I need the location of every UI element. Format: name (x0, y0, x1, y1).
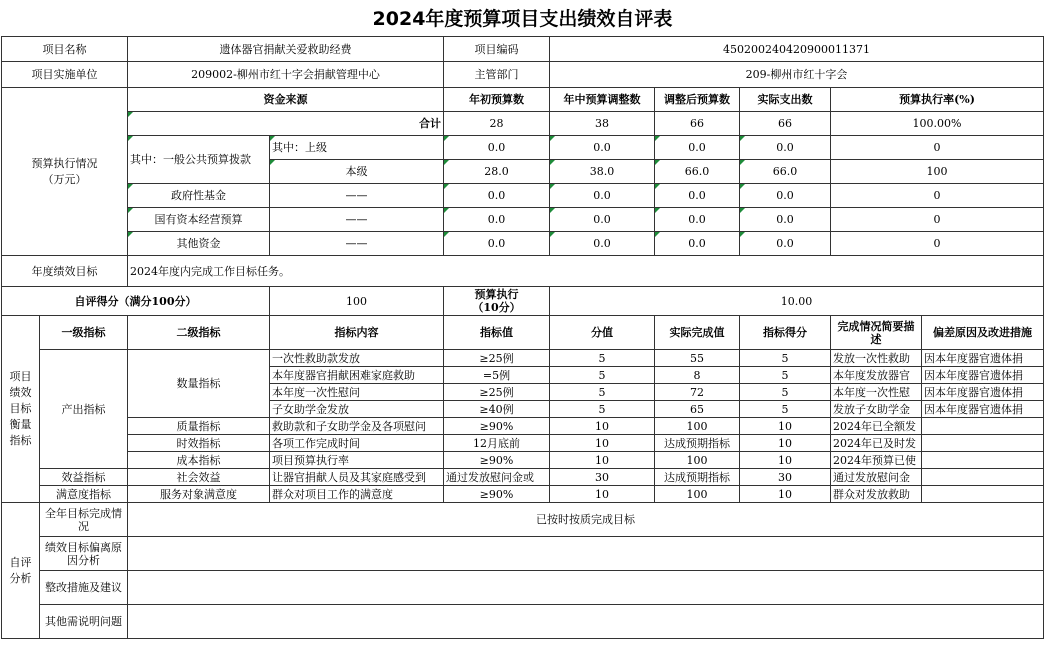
selfeval-row (2, 503, 1044, 537)
indicator-target: ≥25例 (444, 384, 550, 401)
table-row (2, 452, 1044, 469)
fund-value: 0 (831, 208, 1044, 232)
budget-header: 实际支出数 (740, 88, 831, 112)
fund-value: 0.0 (444, 184, 550, 208)
indicator-header: 一级指标 (40, 316, 128, 350)
indicator-score: 10 (740, 418, 831, 435)
local-value: 100 (831, 160, 1044, 184)
project-name-label: 项目名称 (2, 37, 128, 62)
indicator-score: 5 (740, 350, 831, 367)
indicator-desc: 群众对发放救助 (831, 486, 922, 503)
fund-dash: —— (270, 232, 444, 256)
indicator-target: ≥90% (444, 418, 550, 435)
indicator-score: 5 (740, 367, 831, 384)
fund-value: 0.0 (444, 208, 550, 232)
indicator-desc: 发放子女助学金 (831, 401, 922, 418)
table-row (2, 469, 1044, 486)
fund-label: 国有资本经营预算 (128, 208, 270, 232)
goal-text: 2024年度内完成工作目标任务。 (128, 256, 1044, 287)
indicator-actual: 72 (655, 384, 740, 401)
indicator-target: =5例 (444, 367, 550, 384)
indicator-level2: 社会效益 (128, 469, 270, 486)
indicator-weight: 10 (550, 452, 655, 469)
evaluation-table (1, 36, 1044, 639)
table-row (2, 435, 1044, 452)
indicator-actual: 8 (655, 367, 740, 384)
indicator-section-text: 项目 绩效 目标 衡量 指标 (9, 370, 32, 447)
indicator-deviation: 因本年度器官遗体捐 (922, 384, 1044, 401)
total-value: 28 (444, 112, 550, 136)
indicator-deviation: 因本年度器官遗体捐 (922, 367, 1044, 384)
budget-fund-row (2, 232, 1044, 256)
total-value: 100.00% (831, 112, 1044, 136)
indicator-desc: 发放一次性救助 (831, 350, 922, 367)
budget-header: 年初预算数 (444, 88, 550, 112)
quantity-level2: 数量指标 (128, 350, 270, 418)
indicator-weight: 5 (550, 384, 655, 401)
indicator-score: 30 (740, 469, 831, 486)
indicator-score: 10 (740, 486, 831, 503)
indicator-target: ≥90% (444, 486, 550, 503)
table-row (2, 486, 1044, 503)
indicator-weight: 10 (550, 486, 655, 503)
local-label: 本级 (270, 160, 444, 184)
indicator-target: 通过发放慰问金或 (444, 469, 550, 486)
local-value: 66.0 (740, 160, 831, 184)
local-value: 28.0 (444, 160, 550, 184)
fund-value: 0.0 (740, 232, 831, 256)
upper-label: 其中：上级 (270, 136, 444, 160)
selfeval-text (128, 537, 1044, 571)
indicator-header: 实际完成值 (655, 316, 740, 350)
score-row (2, 287, 1044, 316)
indicator-desc: 2024年预算已使 (831, 452, 922, 469)
indicator-desc: 本年度发放器官 (831, 367, 922, 384)
indicator-content: 救助款和子女助学金及各项慰问 (270, 418, 444, 435)
budget-upper-row (2, 136, 1044, 160)
indicator-header: 指标值 (444, 316, 550, 350)
dept-value: 209-柳州市红十字会 (550, 62, 1044, 88)
info-row (2, 37, 1044, 62)
indicator-header: 偏差原因及改进措施 (922, 316, 1044, 350)
budget-section-label (2, 88, 128, 256)
indicator-weight: 30 (550, 469, 655, 486)
indicator-actual: 达成预期指标 (655, 469, 740, 486)
budget-header: 年中预算调整数 (550, 88, 655, 112)
indicator-level1: 满意度指标 (40, 486, 128, 503)
selfeval-text (128, 571, 1044, 605)
upper-value: 0.0 (444, 136, 550, 160)
indicator-actual: 100 (655, 486, 740, 503)
indicator-actual: 100 (655, 418, 740, 435)
fund-value: 0.0 (740, 208, 831, 232)
table-row (2, 350, 1044, 367)
budget-fund-row (2, 208, 1044, 232)
fund-value: 0.0 (655, 208, 740, 232)
fund-dash: —— (270, 208, 444, 232)
indicator-level2: 成本指标 (128, 452, 270, 469)
indicator-content: 让器官捐献人员及其家庭感受到 (270, 469, 444, 486)
general-budget-label: 其中：一般公共预算拨款 (128, 136, 270, 184)
sheet-title: 2024年度预算项目支出绩效自评表 (372, 8, 673, 30)
fund-value: 0.0 (740, 184, 831, 208)
fund-value: 0 (831, 184, 1044, 208)
fund-value: 0.0 (550, 232, 655, 256)
selfeval-label: 全年目标完成情况 (40, 503, 128, 537)
fund-value: 0.0 (550, 184, 655, 208)
upper-value: 0.0 (550, 136, 655, 160)
indicator-content: 本年度一次性慰问 (270, 384, 444, 401)
indicator-target: ≥25例 (444, 350, 550, 367)
selfeval-label: 其他需说明问题 (40, 605, 128, 639)
goal-row (2, 256, 1044, 287)
indicator-target: 12月底前 (444, 435, 550, 452)
dept-label: 主管部门 (444, 62, 550, 88)
indicator-actual: 达成预期指标 (655, 435, 740, 452)
budget-fund-row (2, 184, 1044, 208)
fund-value: 0.0 (444, 232, 550, 256)
indicator-score: 5 (740, 384, 831, 401)
exec-score-text: 预算执行 （10分） (472, 288, 521, 314)
unit-label: 项目实施单位 (2, 62, 128, 88)
indicator-weight: 10 (550, 418, 655, 435)
indicator-actual: 55 (655, 350, 740, 367)
indicator-weight: 5 (550, 350, 655, 367)
indicator-deviation (922, 469, 1044, 486)
indicator-weight: 5 (550, 367, 655, 384)
indicator-target: ≥90% (444, 452, 550, 469)
indicator-score: 5 (740, 401, 831, 418)
indicator-deviation (922, 452, 1044, 469)
selfeval-label: 绩效目标偏离原因分析 (40, 537, 128, 571)
indicator-content: 子女助学金发放 (270, 401, 444, 418)
budget-header: 预算执行率(%) (831, 88, 1044, 112)
selfeval-text (128, 605, 1044, 639)
fund-value: 0.0 (550, 208, 655, 232)
unit-value: 209002-柳州市红十字会捐献管理中心 (128, 62, 444, 88)
upper-value: 0 (831, 136, 1044, 160)
indicator-deviation (922, 418, 1044, 435)
selfeval-section-label (2, 503, 40, 639)
score-value: 100 (270, 287, 444, 316)
total-label: 合计 (128, 112, 444, 136)
project-code-value: 450200240420900011371 (550, 37, 1044, 62)
budget-section-text: 预算执行情况 （万元） (31, 156, 98, 186)
indicator-section-label (2, 316, 40, 503)
indicator-header: 完成情况简要描述 (831, 316, 922, 350)
total-value: 66 (655, 112, 740, 136)
indicator-deviation: 因本年度器官遗体捐 (922, 350, 1044, 367)
indicator-header: 分值 (550, 316, 655, 350)
indicator-deviation: 因本年度器官遗体捐 (922, 401, 1044, 418)
selfeval-row (2, 605, 1044, 639)
fund-dash: —— (270, 184, 444, 208)
indicator-score: 10 (740, 435, 831, 452)
indicator-target: ≥40例 (444, 401, 550, 418)
budget-header-row (2, 88, 1044, 112)
selfeval-row (2, 571, 1044, 605)
indicator-content: 群众对项目工作的满意度 (270, 486, 444, 503)
output-level1: 产出指标 (40, 350, 128, 469)
score-label: 自评得分（满分100分） (2, 287, 270, 316)
indicator-desc: 通过发放慰问金 (831, 469, 922, 486)
total-value: 38 (550, 112, 655, 136)
indicator-level2: 时效指标 (128, 435, 270, 452)
selfeval-text: 已按时按质完成目标 (128, 503, 1044, 537)
budget-total-row (2, 112, 1044, 136)
total-value: 66 (740, 112, 831, 136)
indicator-weight: 5 (550, 401, 655, 418)
indicator-content: 一次性救助款发放 (270, 350, 444, 367)
indicator-header: 指标内容 (270, 316, 444, 350)
indicator-deviation (922, 486, 1044, 503)
selfeval-label: 整改措施及建议 (40, 571, 128, 605)
selfeval-section-text: 自评 分析 (9, 555, 32, 585)
project-code-label: 项目编码 (444, 37, 550, 62)
local-value: 38.0 (550, 160, 655, 184)
budget-header: 资金来源 (128, 88, 444, 112)
upper-value: 0.0 (740, 136, 831, 160)
project-name-value: 遗体器官捐献关爱救助经费 (128, 37, 444, 62)
selfeval-row (2, 537, 1044, 571)
indicator-header: 二级指标 (128, 316, 270, 350)
indicator-level1: 效益指标 (40, 469, 128, 486)
budget-header: 调整后预算数 (655, 88, 740, 112)
indicator-header: 指标得分 (740, 316, 831, 350)
fund-label: 政府性基金 (128, 184, 270, 208)
indicator-desc: 2024年已全额发 (831, 418, 922, 435)
fund-label: 其他资金 (128, 232, 270, 256)
upper-value: 0.0 (655, 136, 740, 160)
indicator-weight: 10 (550, 435, 655, 452)
indicator-deviation (922, 435, 1044, 452)
indicator-content: 项目预算执行率 (270, 452, 444, 469)
info-row (2, 62, 1044, 88)
table-row (2, 418, 1044, 435)
local-value: 66.0 (655, 160, 740, 184)
indicator-desc: 2024年已及时发 (831, 435, 922, 452)
exec-score-label (444, 287, 550, 316)
fund-value: 0.0 (655, 184, 740, 208)
indicator-actual: 100 (655, 452, 740, 469)
indicator-score: 10 (740, 452, 831, 469)
indicator-desc: 本年度一次性慰 (831, 384, 922, 401)
indicator-level2: 质量指标 (128, 418, 270, 435)
exec-score-value: 10.00 (550, 287, 1044, 316)
goal-label: 年度绩效目标 (2, 256, 128, 287)
indicator-header-row (2, 316, 1044, 350)
indicator-content: 各项工作完成时间 (270, 435, 444, 452)
indicator-content: 本年度器官捐献困难家庭救助 (270, 367, 444, 384)
indicator-actual: 65 (655, 401, 740, 418)
fund-value: 0.0 (655, 232, 740, 256)
fund-value: 0 (831, 232, 1044, 256)
indicator-level2: 服务对象满意度 (128, 486, 270, 503)
